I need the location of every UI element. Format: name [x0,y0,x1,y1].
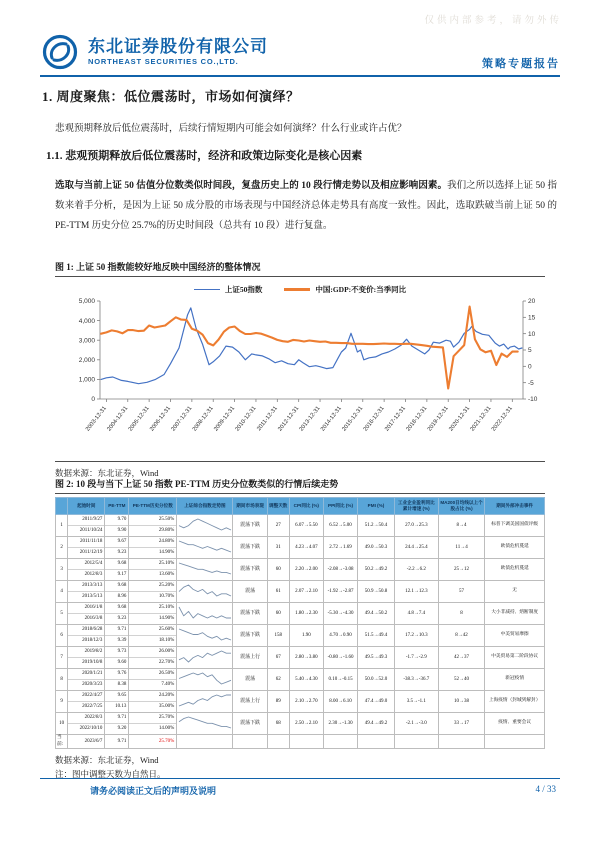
cell-market-performance: 震荡下跌 [233,712,267,734]
y-right-tick: 15 [528,314,536,322]
x-tick-label: 2021-12-31 [469,405,493,433]
table-row [56,646,545,668]
cell-pe-percentile: 26.00% 22.70% [129,646,177,668]
page-header [40,24,560,72]
cell-adjust-days: 89 [267,690,289,712]
cell-market-performance: 震荡下跌 [233,536,267,558]
cell-pmi: 49.4→50.2 [358,602,395,624]
cell-empty [289,734,323,748]
body-paragraph-bold: 选取与当前上证 50 估值分位数类似时间段，复盘历史上的 10 段行情走势以及相应影响因素。 [55,181,448,191]
legend-swatch-blue [194,289,220,290]
cell-pmi: 50.2→49.2 [358,558,395,580]
column-header: CPI同比 (%) [289,498,323,515]
column-header: 期间市场表现 [233,498,267,515]
x-tick-label: 2010-12-31 [234,405,258,433]
cell-industrial-profit: 12.1→12.3 [394,580,438,602]
cell-ma200-ratio: 8→4 [438,514,484,536]
cell-cpi: 2.07→2.10 [289,580,323,602]
cell-dates: 2011/11/18 2011/12/19 [68,536,105,558]
cell-dates: 2011/9/27 2011/10/24 [68,514,105,536]
cell-ppi: -0.80→-1.60 [323,646,357,668]
cell-adjust-days: 68 [267,712,289,734]
cell-external-event: 大小非减持、熔断制度 [485,602,545,624]
company-name-en: NORTHEAST SECURITIES CO.,LTD. [88,57,239,67]
cell-row-number: 9 [56,690,68,712]
cell-index-sparkline [177,580,233,602]
cell-external-event: 欧债危机蔓延 [485,558,545,580]
cell-row-number: 6 [56,624,68,646]
cell-cpi: 2.50→2.10 [289,712,323,734]
x-tick-label: 2005-12-31 [127,405,151,433]
cell-market-performance: 震荡上行 [233,690,267,712]
sparkline-chart [178,693,232,707]
cell-row-number: 8 [56,668,68,690]
cell-market-performance: 震荡上行 [233,646,267,668]
cell-ppi: 0.10→-0.15 [323,668,357,690]
y-right-tick: 10 [528,330,536,338]
cell-industrial-profit: -38.3→-36.7 [394,668,438,690]
page-footer [40,784,560,797]
cell-pe-ttm: 9.67 9.23 [105,536,129,558]
legend-swatch-orange [284,288,310,291]
y-left-tick: 4,000 [78,317,95,325]
history-table [55,497,545,749]
cell-industrial-profit: 4.8→7.4 [394,602,438,624]
cell-pmi: 51.5→49.4 [358,624,395,646]
cell-ppi: -2.08→-3.08 [323,558,357,580]
footer-divider [40,778,560,779]
legend-item-gdp [284,284,406,295]
column-header [56,498,68,515]
cell-index-sparkline [177,690,233,712]
cell-industrial-profit: -2.1→-3.0 [394,712,438,734]
series-gdp-line [101,307,518,389]
x-tick-label: 2008-12-31 [191,405,215,433]
table-row [56,558,545,580]
cell-ma200-ratio: 25→12 [438,558,484,580]
cell-pe-ttm: 9.68 8.96 [105,580,129,602]
company-name-cn: 东北证券股份有限公司 [88,36,268,56]
cell-cpi: 4.23→4.07 [289,536,323,558]
cell-ppi: -1.92→-2.87 [323,580,357,602]
column-header: PE-TTM [105,498,129,515]
figure-2-note: 注：图中调整天数为自然日。 [55,769,166,780]
x-tick-label: 2016-12-31 [362,405,386,433]
y-right-tick: 0 [528,363,532,371]
cell-ppi: 6.52→5.00 [323,514,357,536]
cell-row-number: 3 [56,558,68,580]
figure-2-source: 数据来源：东北证券，Wind [55,755,159,766]
cell-ma200-ratio: 8→42 [438,624,484,646]
section-title: 1. 周度聚焦：低位震荡时，市场如何演绎？ [42,89,300,104]
legend-label-sse50: 上证50指数 [224,285,263,294]
x-tick-label: 2017-12-31 [384,405,408,433]
cell-industrial-profit: -1.7→-2.9 [394,646,438,668]
cell-pmi: 49.5→49.3 [358,646,395,668]
report-type-label: 策略专题报告 [482,58,560,70]
column-header: PMI (%) [358,498,395,515]
x-tick-label: 2018-12-31 [405,405,429,433]
cell-cpi: 1.80→2.30 [289,602,323,624]
legend-item-sse50 [194,284,263,295]
header-divider [40,75,560,77]
cell-external-event: 无 [485,580,545,602]
cell-ppi: -5.30→-4.30 [323,602,357,624]
cell-adjust-days: 67 [267,646,289,668]
table-row [56,624,545,646]
sparkline-chart [178,517,232,531]
cell-cpi: 6.07→5.50 [289,514,323,536]
cell-market-performance: 震荡下跌 [233,602,267,624]
cell-industrial-profit: -2.2→6.2 [394,558,438,580]
sparkline-chart [178,715,232,729]
cell-current-pe: 9.71 [105,734,129,748]
x-tick-label: 2020-12-31 [448,405,472,433]
cell-empty [233,734,267,748]
cell-pe-ttm: 9.76 8.38 [105,668,129,690]
cell-pe-percentile: 26.50% 7.40% [129,668,177,690]
chart-legend [55,284,545,295]
watermark: 仅供内部参考，请勿外传 [424,15,562,26]
cell-ma200-ratio: 10→38 [438,690,484,712]
cell-empty [485,734,545,748]
cell-empty [394,734,438,748]
subsection-title: 1.1. 悲观预期释放后低位震荡时，经济和政策边际变化是核心因素 [46,150,363,162]
cell-current-label: 当前: [56,734,68,748]
cell-external-event: 新冠疫情 [485,668,545,690]
sparkline-chart [178,649,232,663]
cell-pe-ttm: 9.70 9.90 [105,514,129,536]
cell-empty [323,734,357,748]
cell-pe-ttm: 9.71 9.39 [105,624,129,646]
cell-industrial-profit: 3.5→-1.1 [394,690,438,712]
figure-2-caption: 图 2: 10 段与当下上证 50 指数 PE-TTM 历史分位数类似的行情后续走势 [55,477,545,494]
cell-index-sparkline [177,602,233,624]
cell-dates: 2020/1/21 2020/3/23 [68,668,105,690]
cell-pe-percentile: 24.80% 14.90% [129,536,177,558]
cell-market-performance: 震荡下跌 [233,558,267,580]
cell-external-event: 欧债危机蔓延 [485,536,545,558]
legend-label-gdp: 中国:GDP:不变价:当季同比 [315,285,407,294]
x-tick-label: 2009-12-31 [213,405,237,433]
x-tick-label: 2012-12-31 [277,405,301,433]
cell-pmi: 47.4→49.0 [358,690,395,712]
x-tick-label: 2011-12-31 [256,405,279,433]
cell-pe-percentile: 24.20% 35.00% [129,690,177,712]
figure-1-caption: 图 1: 上证 50 指数能较好地反映中国经济的整体情况 [55,260,545,277]
x-tick-label: 2019-12-31 [426,405,450,433]
column-header: PE-TTM历史分位数 [129,498,177,515]
figure-1-bottom-rule [55,461,545,462]
series-sse50-line [101,308,522,384]
body-paragraph [55,176,557,236]
cell-dates: 2022/8/3 2022/10/10 [68,712,105,734]
sparkline-chart [178,605,232,619]
y-right-tick: 5 [528,347,532,355]
cell-pe-percentile: 25.10% 14.90% [129,602,177,624]
cell-industrial-profit: 17.2→10.3 [394,624,438,646]
cell-adjust-days: 60 [267,602,289,624]
y-left-tick: 5,000 [78,298,95,306]
cell-index-sparkline [177,624,233,646]
footer-disclaimer: 请务必阅读正文后的声明及说明 [90,786,217,796]
y-right-tick: 20 [528,298,536,306]
column-header: 期间外部冲击事件 [485,498,545,515]
cell-adjust-days: 158 [267,624,289,646]
cell-empty [267,734,289,748]
table-row-current [56,734,545,748]
cell-market-performance: 震荡 [233,668,267,690]
cell-current-date: 2023/6/7 [68,734,105,748]
cell-pe-ttm: 9.65 10.13 [105,690,129,712]
figure-1 [55,260,545,479]
cell-ppi: 2.72→1.69 [323,536,357,558]
cell-pmi: 51.2→50.4 [358,514,395,536]
cell-adjust-days: 27 [267,514,289,536]
cell-adjust-days: 61 [267,580,289,602]
cell-row-number: 5 [56,602,68,624]
cell-pmi: 49.4→49.2 [358,712,395,734]
cell-current-percentile: 25.70% [129,734,177,748]
cell-ppi: 8.00→6.10 [323,690,357,712]
cell-pmi: 50.9→50.8 [358,580,395,602]
body-paragraph-rest: 我们之所以选择上证 50 指数来着手分析，是因为上证 50 成分股的市场表现与中国经济总体走势具有高度一致性。因此，选取跌破当前上证 50 的 PE-TTM 历史分位 25.7%的历史时间段（总共有 10 段）进行复盘。 [55,181,557,231]
y-left-tick: 3,000 [78,337,95,345]
cell-dates: 2022/4/27 2022/7/25 [68,690,105,712]
cell-industrial-profit: 27.0→25.3 [394,514,438,536]
northeast-securities-logo-icon [40,32,80,72]
cell-cpi: 2.10→2.70 [289,690,323,712]
cell-empty [438,734,484,748]
cell-pe-percentile: 25.50% 29.80% [129,514,177,536]
cell-pe-ttm: 9.68 9.17 [105,558,129,580]
figure-1-source: 数据来源：东北证券，Wind [55,468,159,478]
cell-ma200-ratio: 33→17 [438,712,484,734]
cell-dates: 2019/8/2 2019/10/8 [68,646,105,668]
x-tick-label: 2015-12-31 [341,405,365,433]
cell-cpi: 2.80→3.80 [289,646,323,668]
cell-row-number: 10 [56,712,68,734]
x-tick-label: 2004-12-31 [106,405,130,433]
sparkline-chart [178,583,232,597]
cell-ma200-ratio: 8 [438,602,484,624]
column-header: MA200日均线以上个股占比 (%) [438,498,484,515]
cell-dates: 2012/5/4 2012/8/3 [68,558,105,580]
sparkline-chart [178,561,232,575]
table-row [56,514,545,536]
cell-index-sparkline [177,646,233,668]
cell-row-number: 1 [56,514,68,536]
cell-cpi: 2.20→2.00 [289,558,323,580]
cell-pe-percentile: 25.20% 10.70% [129,580,177,602]
company-name [88,38,268,67]
x-tick-label: 2007-12-31 [170,405,194,433]
intro-paragraph: 悲观预期释放后低位震荡时，后续行情短期内可能会如何演绎？什么行业或许占优？ [55,124,407,134]
cell-index-sparkline [177,668,233,690]
cell-external-event: 疫情、重要会议 [485,712,545,734]
page-number: 4 / 33 [535,784,556,794]
cell-pe-percentile: 25.60% 18.10% [129,624,177,646]
cell-market-performance: 震荡下跌 [233,624,267,646]
cell-dates: 2013/3/13 2013/5/13 [68,580,105,602]
cell-ma200-ratio: 57 [438,580,484,602]
table-header [56,498,545,515]
y-left-tick: 2,000 [78,357,95,364]
cell-external-event: 标普下调美国国债评级 [485,514,545,536]
y-left-tick: 0 [91,396,95,404]
cell-adjust-days: 31 [267,536,289,558]
sparkline-chart [178,671,232,685]
sparkline-chart [178,539,232,553]
cell-row-number: 4 [56,580,68,602]
x-tick-label: 2014-12-31 [319,405,343,433]
figure-2 [55,477,545,780]
line-chart [55,295,545,455]
cell-dates: 2018/6/28 2018/12/3 [68,624,105,646]
x-tick-label: 2013-12-31 [298,405,322,433]
cell-adjust-days: 60 [267,558,289,580]
cell-row-number: 2 [56,536,68,558]
table-row [56,536,545,558]
cell-ppi: 4.70→0.90 [323,624,357,646]
cell-external-event: 中美贸易摩擦 [485,624,545,646]
y-right-tick: -10 [528,396,538,404]
cell-pe-ttm: 9.73 9.60 [105,646,129,668]
cell-dates: 2016/1/8 2016/3/8 [68,602,105,624]
cell-industrial-profit: 24.4→25.4 [394,536,438,558]
cell-empty [358,734,395,748]
table-row [56,580,545,602]
cell-pmi: 50.0→52.0 [358,668,395,690]
x-tick-label: 2022-12-31 [490,405,514,433]
cell-pmi: 49.0→50.3 [358,536,395,558]
cell-pe-percentile: 25.70% 14.00% [129,712,177,734]
column-header: 上证综合指数走势图 [177,498,233,515]
cell-index-sparkline [177,536,233,558]
cell-index-sparkline [177,514,233,536]
company-logo [40,32,268,72]
cell-ma200-ratio: 52→40 [438,668,484,690]
cell-external-event: 中美贸易第二阶段协议 [485,646,545,668]
x-tick-label: 2006-12-31 [149,405,173,433]
cell-market-performance: 震荡下跌 [233,514,267,536]
column-header: 工业企业盈利同比累计增速 (%) [394,498,438,515]
cell-pe-percentile: 25.10% 13.60% [129,558,177,580]
cell-ppi: 2.30→-1.30 [323,712,357,734]
cell-pe-ttm: 9.71 9.20 [105,712,129,734]
cell-row-number: 7 [56,646,68,668]
column-header: PPI同比 (%) [323,498,357,515]
y-right-tick: -5 [528,379,534,387]
cell-empty [177,734,233,748]
cell-cpi: 5.40→4.30 [289,668,323,690]
cell-ma200-ratio: 11→4 [438,536,484,558]
table-row [56,602,545,624]
cell-adjust-days: 62 [267,668,289,690]
column-header: 起始时间 [68,498,105,515]
cell-market-performance: 震荡 [233,580,267,602]
sparkline-chart [178,627,232,641]
table-row [56,712,545,734]
table-row [56,668,545,690]
cell-pe-ttm: 9.68 9.23 [105,602,129,624]
cell-index-sparkline [177,712,233,734]
cell-external-event: 上海疫情（封城到解封） [485,690,545,712]
cell-index-sparkline [177,558,233,580]
table-row [56,690,545,712]
x-tick-label: 2003-12-31 [84,405,108,433]
cell-cpi: 1.90 [289,624,323,646]
column-header: 调整天数 [267,498,289,515]
y-left-tick: 1,000 [78,376,95,384]
cell-ma200-ratio: 42→37 [438,646,484,668]
